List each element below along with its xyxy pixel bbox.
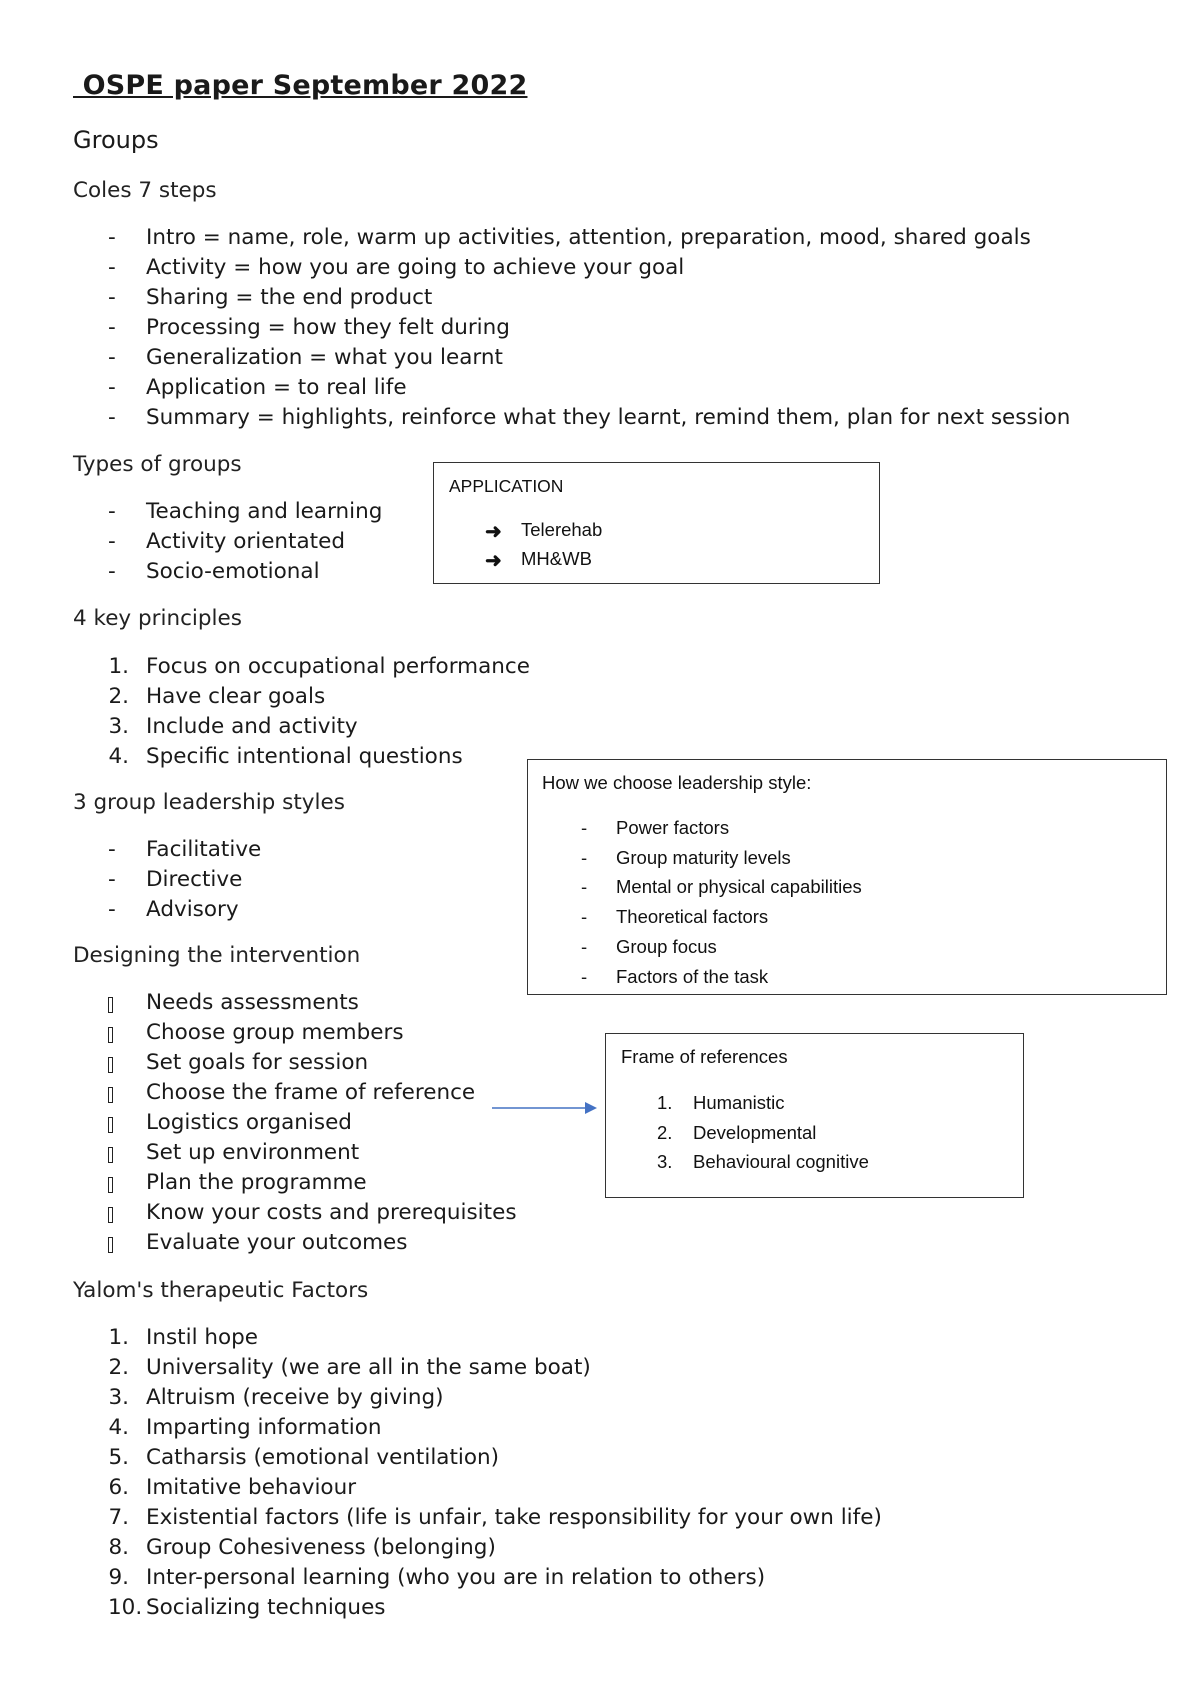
list-item-text: Teaching and learning — [146, 499, 383, 524]
list-number: 4. — [108, 744, 129, 769]
leadership-box-item: Group focus — [616, 936, 717, 957]
list-item-text: Activity = how you are going to achieve your goal — [146, 255, 685, 280]
yalom-heading: Yalom's therapeutic Factors — [73, 1278, 369, 1303]
bullet-square-icon — [108, 1234, 113, 1259]
list-item-text: Facilitative — [146, 837, 262, 862]
frame-box-item: Behavioural cognitive — [693, 1151, 869, 1172]
list-number: 2. — [657, 1122, 673, 1143]
dash-marker: - — [108, 255, 116, 280]
list-number: 3. — [108, 714, 129, 739]
list-item-text: Know your costs and prerequisites — [146, 1200, 517, 1225]
leadership-heading: 3 group leadership styles — [73, 790, 345, 815]
coles-heading: Coles 7 steps — [73, 178, 217, 203]
list-number: 4. — [108, 1415, 129, 1440]
groups-heading: Groups — [73, 126, 159, 154]
leadership-box — [527, 759, 1167, 995]
list-item-text: Include and activity — [146, 714, 358, 739]
application-item: MH&WB — [521, 548, 592, 569]
list-item-text: Needs assessments — [146, 990, 359, 1015]
list-item-text: Logistics organised — [146, 1110, 352, 1135]
page-title: OSPE paper September 2022 — [73, 70, 528, 101]
bullet-square-icon — [108, 1174, 113, 1199]
list-item-text: Inter-personal learning (who you are in relation to others) — [146, 1565, 766, 1590]
list-number: 1. — [657, 1092, 673, 1113]
principles-heading: 4 key principles — [73, 606, 242, 631]
list-item-text: Intro = name, role, warm up activities, attention, preparation, mood, shared goals — [146, 225, 1031, 250]
list-item-text: Sharing = the end product — [146, 285, 433, 310]
list-number: 8. — [108, 1535, 129, 1560]
frame-box-item: Developmental — [693, 1122, 817, 1143]
list-item-text: Altruism (receive by giving) — [146, 1385, 444, 1410]
list-number: 2. — [108, 684, 129, 709]
bullet-square-icon — [108, 1204, 113, 1229]
dash-marker: - — [581, 906, 588, 927]
list-item-text: Generalization = what you learnt — [146, 345, 503, 370]
frame-box — [605, 1033, 1024, 1198]
types-heading: Types of groups — [73, 452, 242, 477]
list-item-text: Have clear goals — [146, 684, 326, 709]
list-item-text: Choose group members — [146, 1020, 404, 1045]
dash-marker: - — [108, 867, 116, 892]
list-number: 1. — [108, 654, 129, 679]
dash-marker: - — [108, 499, 116, 524]
list-number: 3. — [108, 1385, 129, 1410]
list-number: 2. — [108, 1355, 129, 1380]
bullet-square-icon — [108, 1054, 113, 1079]
list-number: 6. — [108, 1475, 129, 1500]
list-number: 3. — [657, 1151, 673, 1172]
list-item-text: Imparting information — [146, 1415, 382, 1440]
list-number: 1. — [108, 1325, 129, 1350]
arrow-right-icon: ➜ — [485, 550, 502, 572]
connector-arrow-icon — [490, 1098, 600, 1118]
dash-marker: - — [108, 897, 116, 922]
dash-marker: - — [108, 375, 116, 400]
leadership-box-item: Theoretical factors — [616, 906, 769, 927]
bullet-square-icon — [108, 1144, 113, 1169]
list-item-text: Evaluate your outcomes — [146, 1230, 408, 1255]
designing-heading: Designing the intervention — [73, 943, 361, 968]
bullet-square-icon — [108, 1114, 113, 1139]
list-item-text: Plan the programme — [146, 1170, 367, 1195]
dash-marker: - — [108, 315, 116, 340]
list-number: 9. — [108, 1565, 129, 1590]
list-item-text: Universality (we are all in the same boat) — [146, 1355, 591, 1380]
list-number: 10. — [108, 1595, 143, 1620]
dash-marker: - — [108, 225, 116, 250]
dash-marker: - — [581, 817, 588, 838]
dash-marker: - — [108, 837, 116, 862]
bullet-square-icon — [108, 994, 113, 1019]
list-item-text: Set up environment — [146, 1140, 360, 1165]
list-number: 5. — [108, 1445, 129, 1470]
list-item-text: Instil hope — [146, 1325, 259, 1350]
list-item-text: Focus on occupational performance — [146, 654, 530, 679]
list-item-text: Specific intentional questions — [146, 744, 463, 769]
application-item: Telerehab — [521, 519, 603, 540]
leadership-box-item: Mental or physical capabilities — [616, 876, 862, 897]
leadership-box-item: Power factors — [616, 817, 730, 838]
dash-marker: - — [108, 529, 116, 554]
list-item-text: Directive — [146, 867, 243, 892]
bullet-square-icon — [108, 1024, 113, 1049]
list-item-text: Imitative behaviour — [146, 1475, 357, 1500]
list-item-text: Application = to real life — [146, 375, 407, 400]
list-item-text: Catharsis (emotional ventilation) — [146, 1445, 500, 1470]
list-item-text: Activity orientated — [146, 529, 345, 554]
dash-marker: - — [581, 966, 588, 987]
dash-marker: - — [581, 847, 588, 868]
list-item-text: Group Cohesiveness (belonging) — [146, 1535, 496, 1560]
dash-marker: - — [581, 876, 588, 897]
list-number: 7. — [108, 1505, 129, 1530]
list-item-text: Processing = how they felt during — [146, 315, 510, 340]
dash-marker: - — [108, 405, 116, 430]
list-item-text: Existential factors (life is unfair, take responsibility for your own life) — [146, 1505, 882, 1530]
leadership-box-heading: How we choose leadership style: — [542, 772, 812, 793]
list-item-text: Advisory — [146, 897, 239, 922]
list-item-text: Socio-emotional — [146, 559, 320, 584]
frame-box-heading: Frame of references — [621, 1046, 788, 1067]
dash-marker: - — [581, 936, 588, 957]
list-item-text: Summary = highlights, reinforce what they learnt, remind them, plan for next session — [146, 405, 1071, 430]
dash-marker: - — [108, 559, 116, 584]
leadership-box-item: Factors of the task — [616, 966, 769, 987]
dash-marker: - — [108, 285, 116, 310]
list-item-text: Choose the frame of reference — [146, 1080, 476, 1105]
list-item-text: Set goals for session — [146, 1050, 369, 1075]
frame-box-item: Humanistic — [693, 1092, 785, 1113]
application-box — [433, 462, 880, 584]
list-item-text: Socializing techniques — [146, 1595, 386, 1620]
bullet-square-icon — [108, 1084, 113, 1109]
arrow-right-icon: ➜ — [485, 521, 502, 543]
dash-marker: - — [108, 345, 116, 370]
application-box-heading: APPLICATION — [449, 476, 564, 496]
leadership-box-item: Group maturity levels — [616, 847, 791, 868]
